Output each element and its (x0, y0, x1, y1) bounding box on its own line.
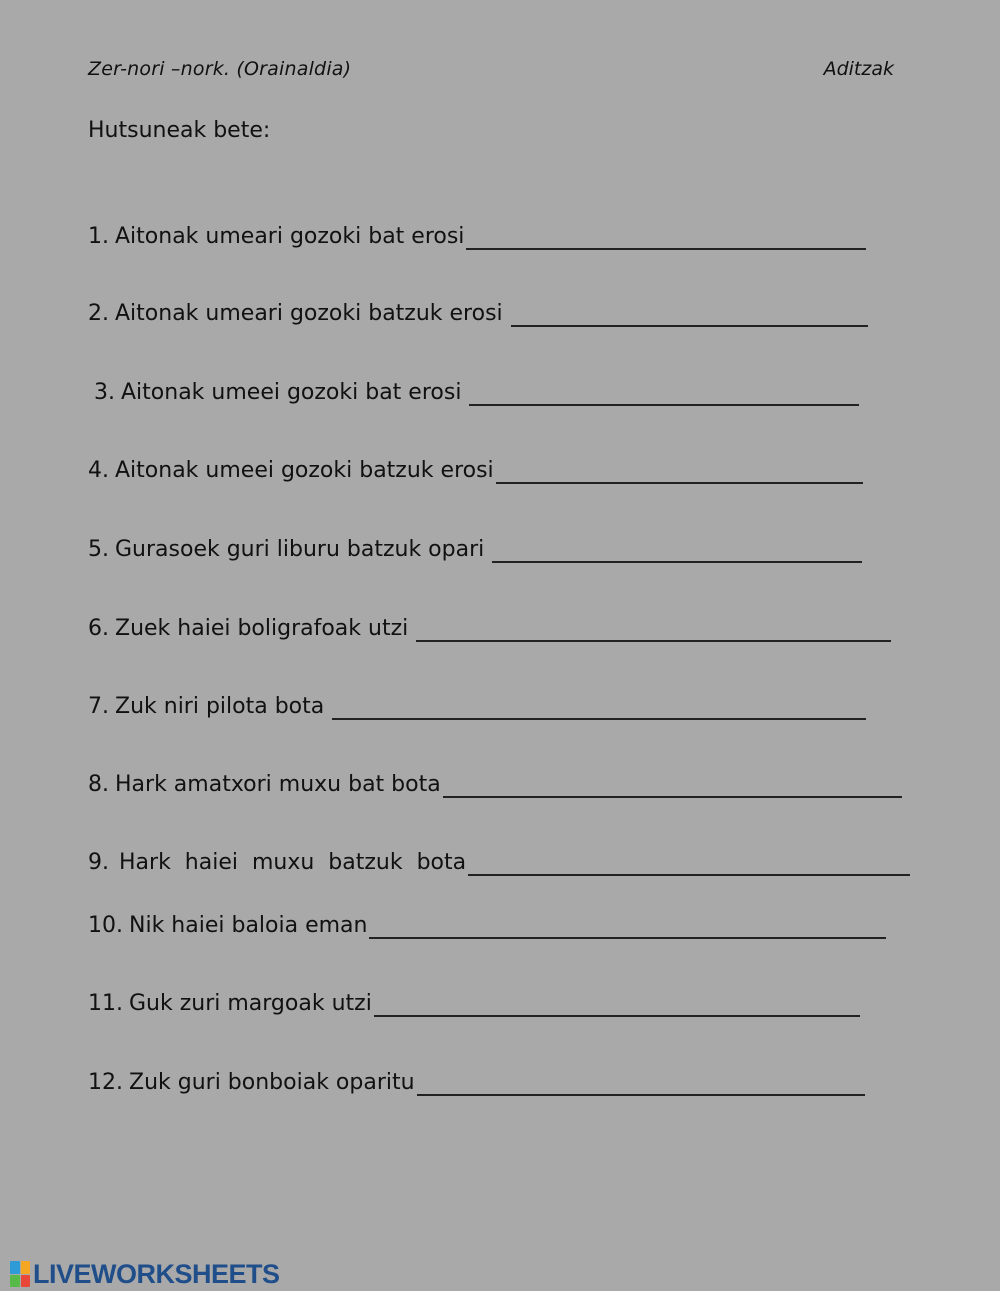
item-number: 9. (88, 850, 109, 875)
answer-input-9[interactable] (468, 847, 910, 876)
liveworksheets-logo (10, 1259, 280, 1289)
header-topic: Zer-nori –nork. (Orainaldia) (88, 58, 352, 80)
item-number: 10. (88, 913, 123, 938)
item-sentence: Aitonak umeei gozoki batzuk erosi (115, 458, 494, 483)
instructions: Hutsuneak bete: (88, 118, 271, 143)
item-number: 7. (88, 694, 109, 719)
header-subject: Aditzak (823, 58, 894, 80)
item-sentence: Nik haiei baloia eman (129, 913, 368, 938)
answer-input-2[interactable] (511, 298, 868, 327)
answer-input-6[interactable] (416, 613, 891, 642)
item-sentence: Hark haiei muxu batzuk bota (119, 850, 467, 875)
exercise-item-8 (88, 762, 902, 798)
answer-input-12[interactable] (417, 1067, 865, 1096)
exercise-item-12 (88, 1060, 865, 1096)
item-number: 12. (88, 1070, 123, 1095)
exercise-item-5 (88, 527, 862, 563)
item-sentence: Aitonak umeei gozoki bat erosi (121, 380, 462, 405)
exercise-item-7 (88, 684, 866, 720)
item-number: 4. (88, 458, 109, 483)
item-number: 3. (94, 380, 115, 405)
exercise-item-11 (88, 981, 860, 1017)
answer-input-7[interactable] (332, 691, 866, 720)
exercise-item-4 (88, 448, 863, 484)
answer-input-8[interactable] (443, 769, 902, 798)
item-sentence: Zuek haiei boligrafoak utzi (115, 616, 409, 641)
item-number: 6. (88, 616, 109, 641)
item-sentence: Aitonak umeari gozoki bat erosi (115, 224, 465, 249)
item-sentence: Gurasoek guri liburu batzuk opari (115, 537, 485, 562)
item-number: 5. (88, 537, 109, 562)
item-sentence: Guk zuri margoak utzi (129, 991, 372, 1016)
item-number: 11. (88, 991, 123, 1016)
item-sentence: Aitonak umeari gozoki batzuk erosi (115, 301, 503, 326)
item-sentence: Zuk niri pilota bota (115, 694, 325, 719)
answer-input-11[interactable] (374, 988, 860, 1017)
answer-input-4[interactable] (496, 455, 863, 484)
logo-text: LIVEWORKSHEETS (33, 1258, 280, 1289)
exercise-item-1 (88, 214, 866, 250)
item-number: 2. (88, 301, 109, 326)
exercise-item-2 (88, 291, 868, 327)
exercise-item-9 (88, 840, 910, 876)
answer-input-5[interactable] (492, 534, 862, 563)
exercise-item-6 (88, 606, 891, 642)
item-number: 1. (88, 224, 109, 249)
answer-input-3[interactable] (469, 377, 859, 406)
answer-input-10[interactable] (369, 910, 886, 939)
answer-input-1[interactable] (466, 221, 866, 250)
item-number: 8. (88, 772, 109, 797)
item-sentence: Hark amatxori muxu bat bota (115, 772, 441, 797)
exercise-item-10 (88, 903, 886, 939)
exercise-item-3 (94, 370, 859, 406)
liveworksheets-logo-icon (10, 1261, 30, 1287)
item-sentence: Zuk guri bonboiak oparitu (129, 1070, 415, 1095)
